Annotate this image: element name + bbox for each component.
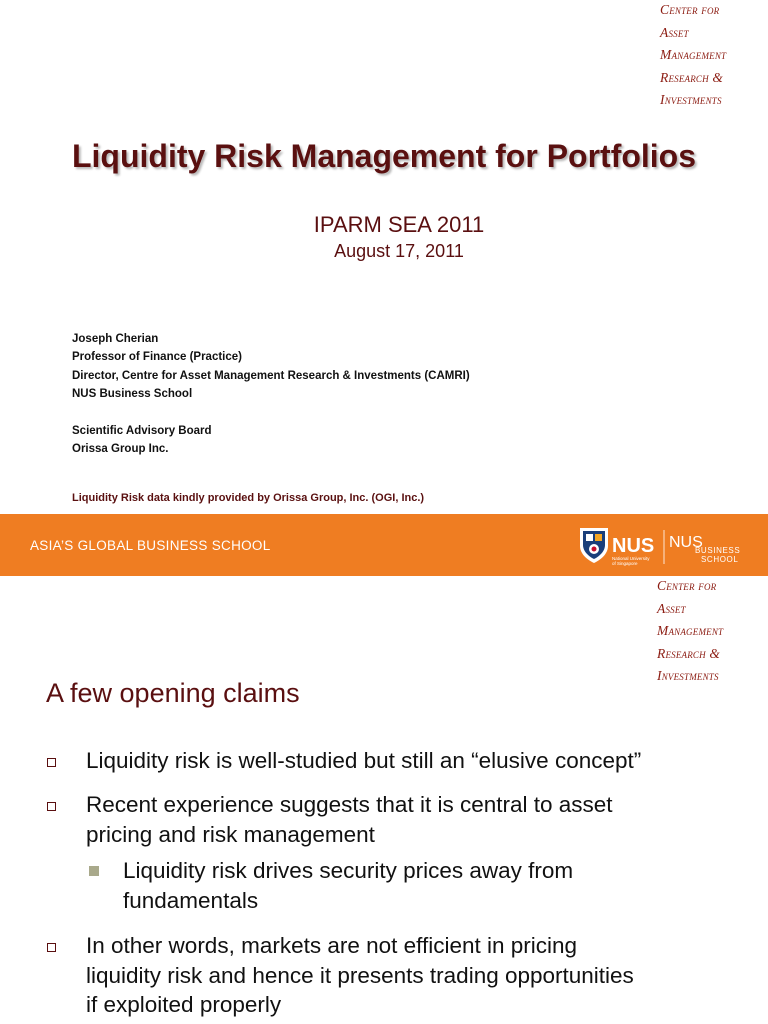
advisory-org: Orissa Group Inc. — [72, 443, 169, 456]
slide-heading: A few opening claims — [46, 678, 300, 708]
svg-text:SCHOOL: SCHOOL — [701, 555, 739, 564]
data-credit: Liquidity Risk data kindly provided by Orissa Group, Inc. (OGI, Inc.) — [72, 492, 425, 504]
school-tagline: ASIA’S GLOBAL BUSINESS SCHOOL — [30, 538, 271, 553]
conference-name: IPARM SEA 2011 — [313, 212, 485, 237]
nus-business-text: NUS — [669, 534, 703, 551]
hollow-square-bullet-icon — [47, 758, 56, 767]
author-name: Joseph Cherian — [72, 333, 159, 345]
svg-text:BUSINESS: BUSINESS — [695, 546, 741, 555]
presentation-date: August 17, 2011 — [334, 241, 464, 261]
school-banner — [0, 514, 768, 576]
author-block — [72, 330, 470, 459]
camri-wordmark: Center for Asset Management Research & Investments — [657, 578, 724, 683]
spacer — [72, 404, 470, 422]
svg-text:of Singapore: of Singapore — [612, 561, 638, 566]
advisory-board: Scientific Advisory Board — [72, 425, 212, 438]
author-school: NUS Business School — [72, 388, 193, 401]
nus-logo — [578, 526, 748, 566]
nus-text: NUS — [612, 535, 655, 557]
filled-square-bullet-icon — [89, 866, 99, 876]
hollow-square-bullet-icon — [47, 943, 56, 952]
svg-text:National University: National University — [612, 556, 650, 561]
camri-wordmark: Center for Asset Management Research & Investments — [660, 2, 727, 107]
author-title: Professor of Finance (Practice) — [72, 351, 242, 364]
slide-title: Liquidity Risk Management for Portfolios — [71, 138, 697, 174]
content-slide: Center for Asset Management Research & Investments A few opening claims Liquidity risk is well-studied but still an “elusive concept” Recent experience suggests that it is central to asset pricing and risk management Liquidity risk drives security prices away from fundamentals In other words, markets are not efficient in pricing liquidity risk and hence it presents trading opportunities if exploited properly — [0, 576, 768, 1024]
hollow-square-bullet-icon — [47, 802, 56, 811]
author-role: Director, Centre for Asset Management Research & Investments (CAMRI) — [72, 369, 470, 382]
